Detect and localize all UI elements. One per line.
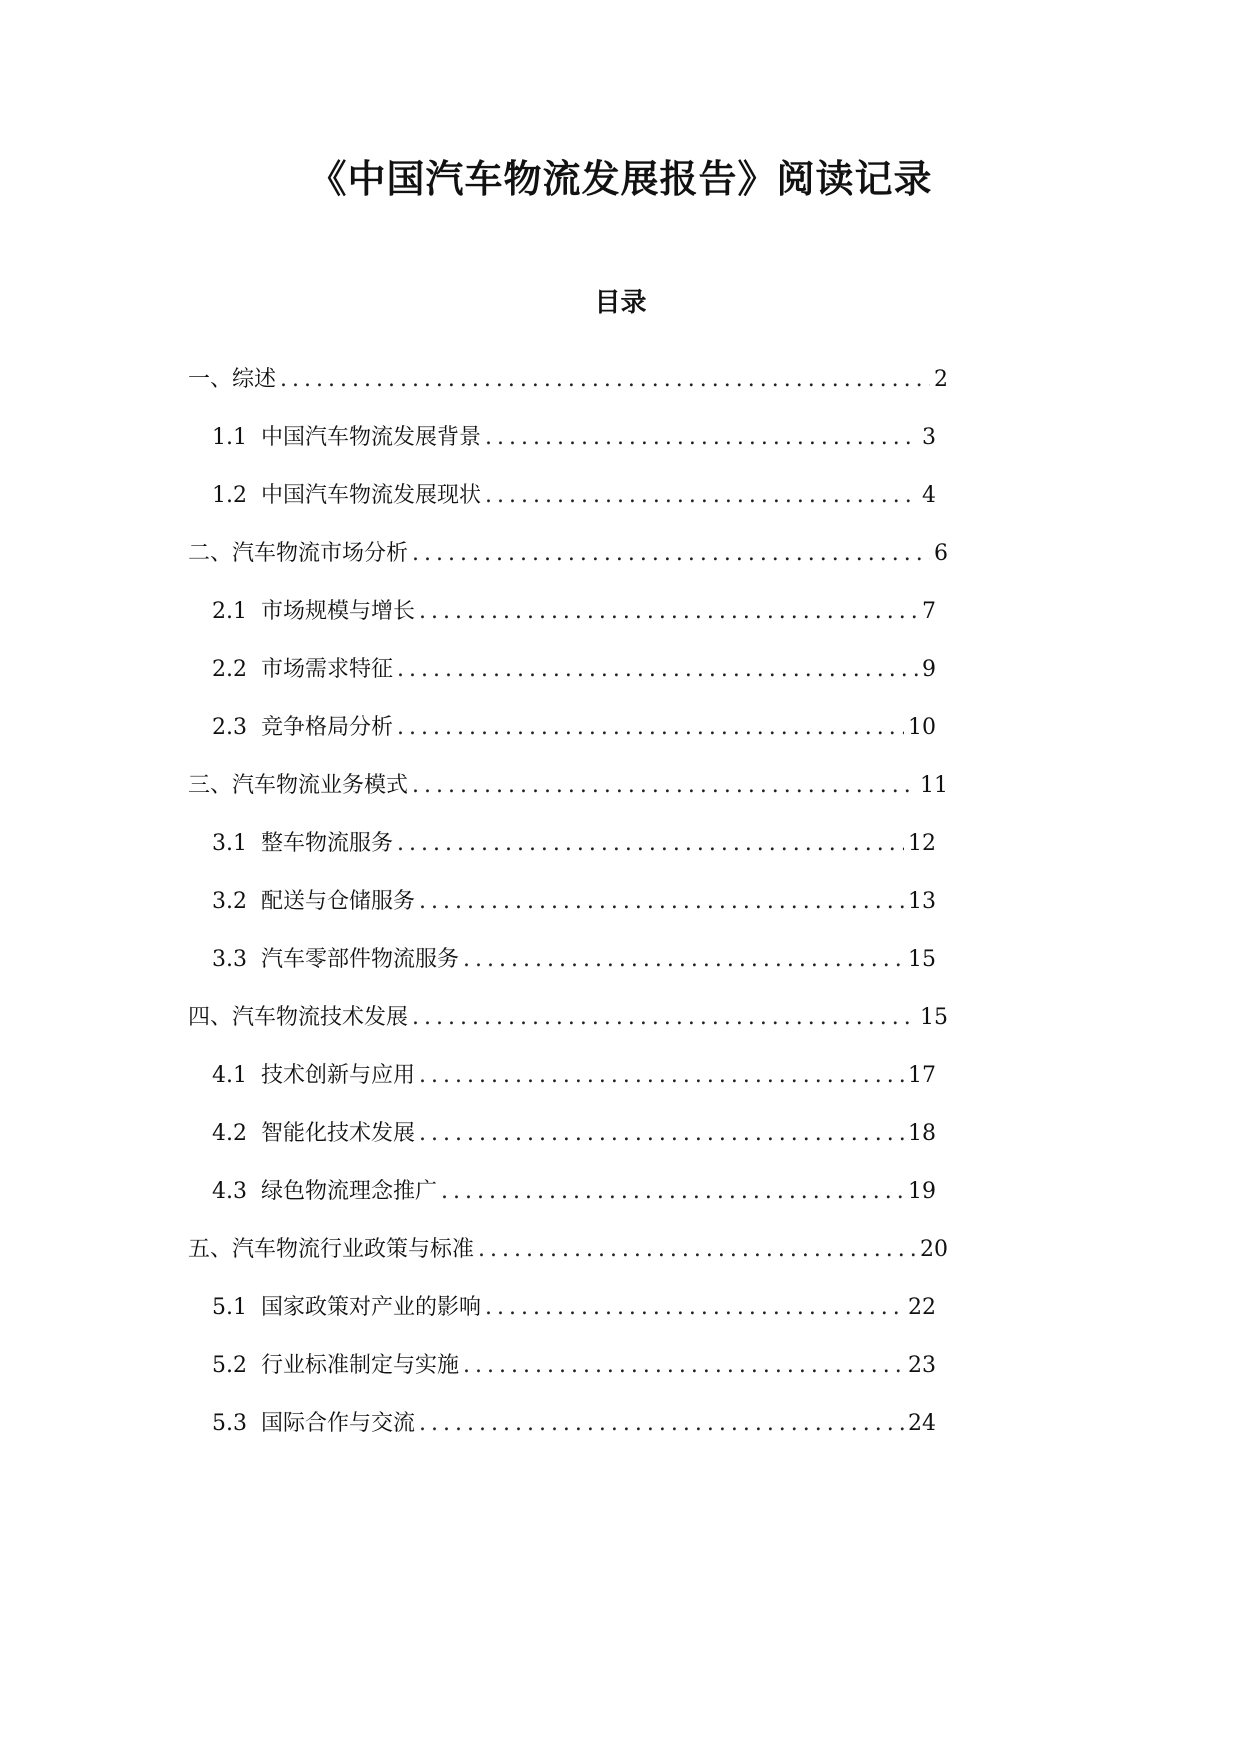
toc-entry-page-number: 22 <box>908 1295 936 1320</box>
toc-entry-page-number: 15 <box>908 947 936 972</box>
toc-entry-label: 国际合作与交流 <box>261 1411 416 1436</box>
toc-entry-number: 2.3 <box>212 715 247 740</box>
toc-entry-number: 1.1 <box>212 425 247 450</box>
toc-entry[interactable] <box>212 418 936 458</box>
toc-entry[interactable] <box>212 1056 936 1096</box>
toc-dot-leader <box>397 824 904 864</box>
toc-entry-number: 5.3 <box>212 1411 247 1436</box>
toc-entry-label: 配送与仓储服务 <box>261 889 416 914</box>
toc-entry-page-number: 18 <box>908 1121 936 1146</box>
toc-entry[interactable] <box>212 882 936 922</box>
toc-entry[interactable] <box>188 998 948 1038</box>
toc-entry-page-number: 12 <box>908 831 936 856</box>
toc-entry-label: 国家政策对产业的影响 <box>261 1295 482 1320</box>
toc-dot-leader <box>419 1404 904 1444</box>
toc-entry-number: 4.3 <box>212 1179 247 1204</box>
toc-entry[interactable] <box>212 708 936 748</box>
toc-dot-leader <box>485 418 918 458</box>
toc-entry-label: 三、汽车物流业务模式 <box>188 773 409 798</box>
toc-entry-page-number: 10 <box>908 715 936 740</box>
toc-entry-label: 四、汽车物流技术发展 <box>188 1005 409 1030</box>
toc-entry[interactable] <box>212 650 936 690</box>
toc-entry-page-number: 4 <box>922 483 936 508</box>
toc-entry[interactable] <box>212 1404 936 1444</box>
toc-dot-leader <box>441 1172 904 1212</box>
toc-entry-page-number: 7 <box>922 599 936 624</box>
toc-entry[interactable] <box>188 766 948 806</box>
toc-dot-leader <box>412 534 930 574</box>
toc-entry-number: 5.2 <box>212 1353 247 1378</box>
toc-entry-number: 1.2 <box>212 483 247 508</box>
toc-entry-number: 2.1 <box>212 599 247 624</box>
toc-entry-page-number: 9 <box>922 657 936 682</box>
toc-dot-leader <box>397 708 904 748</box>
toc-dot-leader <box>478 1230 916 1270</box>
toc-entry-label: 中国汽车物流发展现状 <box>261 483 482 508</box>
toc-dot-leader <box>412 998 916 1038</box>
toc-entry-label: 技术创新与应用 <box>261 1063 416 1088</box>
toc-entry[interactable] <box>212 824 936 864</box>
toc-dot-leader <box>412 766 916 806</box>
toc-entry-number: 4.1 <box>212 1063 247 1088</box>
toc-dot-leader <box>419 1114 904 1154</box>
toc-entry[interactable] <box>212 1172 936 1212</box>
toc-entry-page-number: 11 <box>920 773 948 798</box>
toc-dot-leader <box>419 592 918 632</box>
toc-entry-page-number: 15 <box>920 1005 948 1030</box>
toc-entry-number: 5.1 <box>212 1295 247 1320</box>
toc-entry-label: 市场规模与增长 <box>261 599 416 624</box>
toc-entry[interactable] <box>212 1346 936 1386</box>
toc-entry[interactable] <box>188 360 948 400</box>
toc-entry-label: 二、汽车物流市场分析 <box>188 541 409 566</box>
toc-entry-label: 市场需求特征 <box>261 657 394 682</box>
toc-entry-number: 3.1 <box>212 831 247 856</box>
toc-entry[interactable] <box>188 534 948 574</box>
toc-entry-page-number: 17 <box>908 1063 936 1088</box>
toc-entry-label: 行业标准制定与实施 <box>261 1353 460 1378</box>
toc-entry-number: 2.2 <box>212 657 247 682</box>
toc-entry[interactable] <box>212 1288 936 1328</box>
toc-dot-leader <box>419 882 904 922</box>
toc-entry-label: 五、汽车物流行业政策与标准 <box>188 1237 475 1262</box>
toc-entry[interactable] <box>212 940 936 980</box>
toc-dot-leader <box>419 1056 904 1096</box>
toc-entry-label: 一、综述 <box>188 367 277 392</box>
toc-entry-page-number: 23 <box>908 1353 936 1378</box>
toc-dot-leader <box>463 1346 904 1386</box>
toc-entry-number: 4.2 <box>212 1121 247 1146</box>
toc-entry-page-number: 13 <box>908 889 936 914</box>
toc-entry[interactable] <box>212 476 936 516</box>
toc-dot-leader <box>397 650 918 690</box>
toc-entry-label: 整车物流服务 <box>261 831 394 856</box>
toc-entry-number: 3.2 <box>212 889 247 914</box>
toc-entry[interactable] <box>212 592 936 632</box>
toc-entry-label: 竞争格局分析 <box>261 715 394 740</box>
toc-entry-page-number: 2 <box>934 367 948 392</box>
toc-heading: 目录 <box>594 288 647 318</box>
toc-entry[interactable] <box>212 1114 936 1154</box>
toc-entry-label: 绿色物流理念推广 <box>261 1179 438 1204</box>
toc-entry-page-number: 24 <box>908 1411 936 1436</box>
toc-dot-leader <box>280 360 930 400</box>
toc-entry-page-number: 3 <box>922 425 936 450</box>
toc-entry-label: 汽车零部件物流服务 <box>261 947 460 972</box>
toc-entry-number: 3.3 <box>212 947 247 972</box>
toc-entry[interactable] <box>188 1230 948 1270</box>
toc-entry-label: 中国汽车物流发展背景 <box>261 425 482 450</box>
toc-entry-page-number: 6 <box>934 541 948 566</box>
toc-entry-page-number: 20 <box>920 1237 948 1262</box>
toc-entry-label: 智能化技术发展 <box>261 1121 416 1146</box>
toc-dot-leader <box>485 476 918 516</box>
toc-dot-leader <box>463 940 904 980</box>
document-title: 《中国汽车物流发展报告》阅读记录 <box>308 156 933 201</box>
toc-dot-leader <box>485 1288 904 1328</box>
toc-entry-page-number: 19 <box>908 1179 936 1204</box>
